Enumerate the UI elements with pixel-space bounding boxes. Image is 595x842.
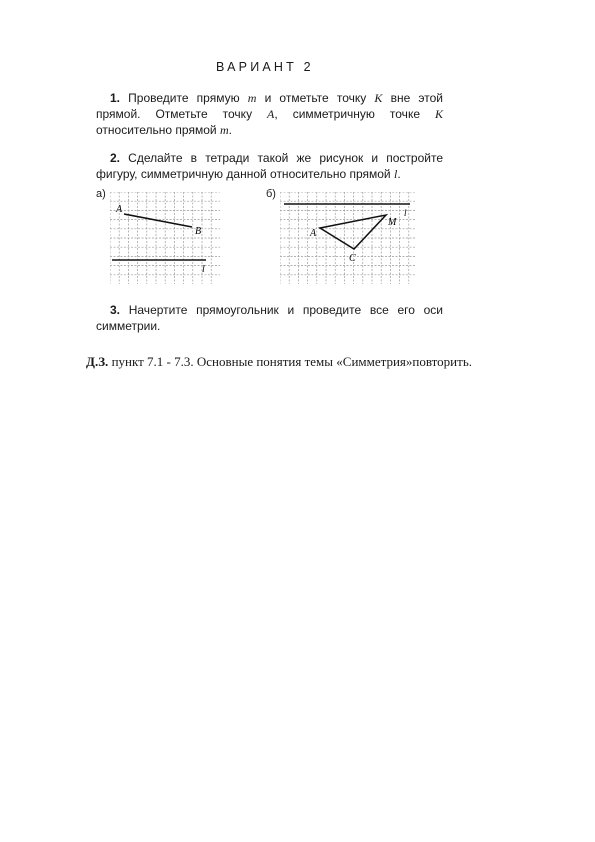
figure-b-point-c-label: C (349, 253, 356, 264)
task-2-text: . (397, 167, 401, 181)
task-2 (96, 150, 443, 182)
task-1-text: Проведите прямую (128, 91, 248, 105)
figure-a-grid (110, 192, 220, 284)
homework (86, 354, 472, 370)
line-m-symbol: m (247, 91, 257, 105)
figure-a-segment-ab (124, 214, 192, 227)
task-2-text: Сделайте в тетради такой же рисунок и постройте фигуру, симметричную данной относительно прямой (96, 151, 443, 181)
task-1-text: вне этой прямой. Отметьте точку (96, 91, 443, 121)
task-3 (96, 302, 443, 334)
task-1-number: 1. (110, 91, 121, 105)
homework-label: Д.З. (86, 354, 109, 369)
figure-a-label: а) (96, 188, 106, 200)
figure-b-label: б) (266, 188, 276, 200)
homework-text: пункт 7.1 - 7.3. Основные понятия темы «Симметрия»повторить. (111, 354, 472, 369)
point-k-symbol: K (434, 107, 443, 121)
point-a-symbol: A (267, 107, 275, 121)
line-l-symbol: l (393, 167, 398, 181)
figure-a-line-l-label: l (202, 264, 205, 275)
task-3-text: Начертите прямоугольник и проведите все его оси симметрии. (96, 303, 443, 333)
figure-b-grid (280, 192, 415, 284)
figure-b-point-m-label: M (388, 217, 397, 228)
figure-a-point-a-label: A (116, 204, 123, 215)
figure-b-point-a-label: A (310, 228, 317, 239)
task-1-text: относительно прямой (96, 123, 220, 137)
task-1-text: и отметьте точку (256, 91, 375, 105)
task-2-number: 2. (110, 151, 121, 165)
variant-title: ВАРИАНТ 2 (216, 60, 314, 74)
point-k-symbol: K (374, 91, 383, 105)
line-m-symbol: m (219, 123, 229, 137)
figure-a-point-b-label: B (195, 226, 202, 237)
task-1-text: . (228, 123, 232, 137)
figure-b-triangle-amc (320, 215, 386, 249)
task-3-number: 3. (110, 303, 121, 317)
task-1-text: , симметричную точке (274, 107, 435, 121)
task-1 (96, 90, 443, 138)
figure-b-line-l-label: l (404, 208, 407, 218)
